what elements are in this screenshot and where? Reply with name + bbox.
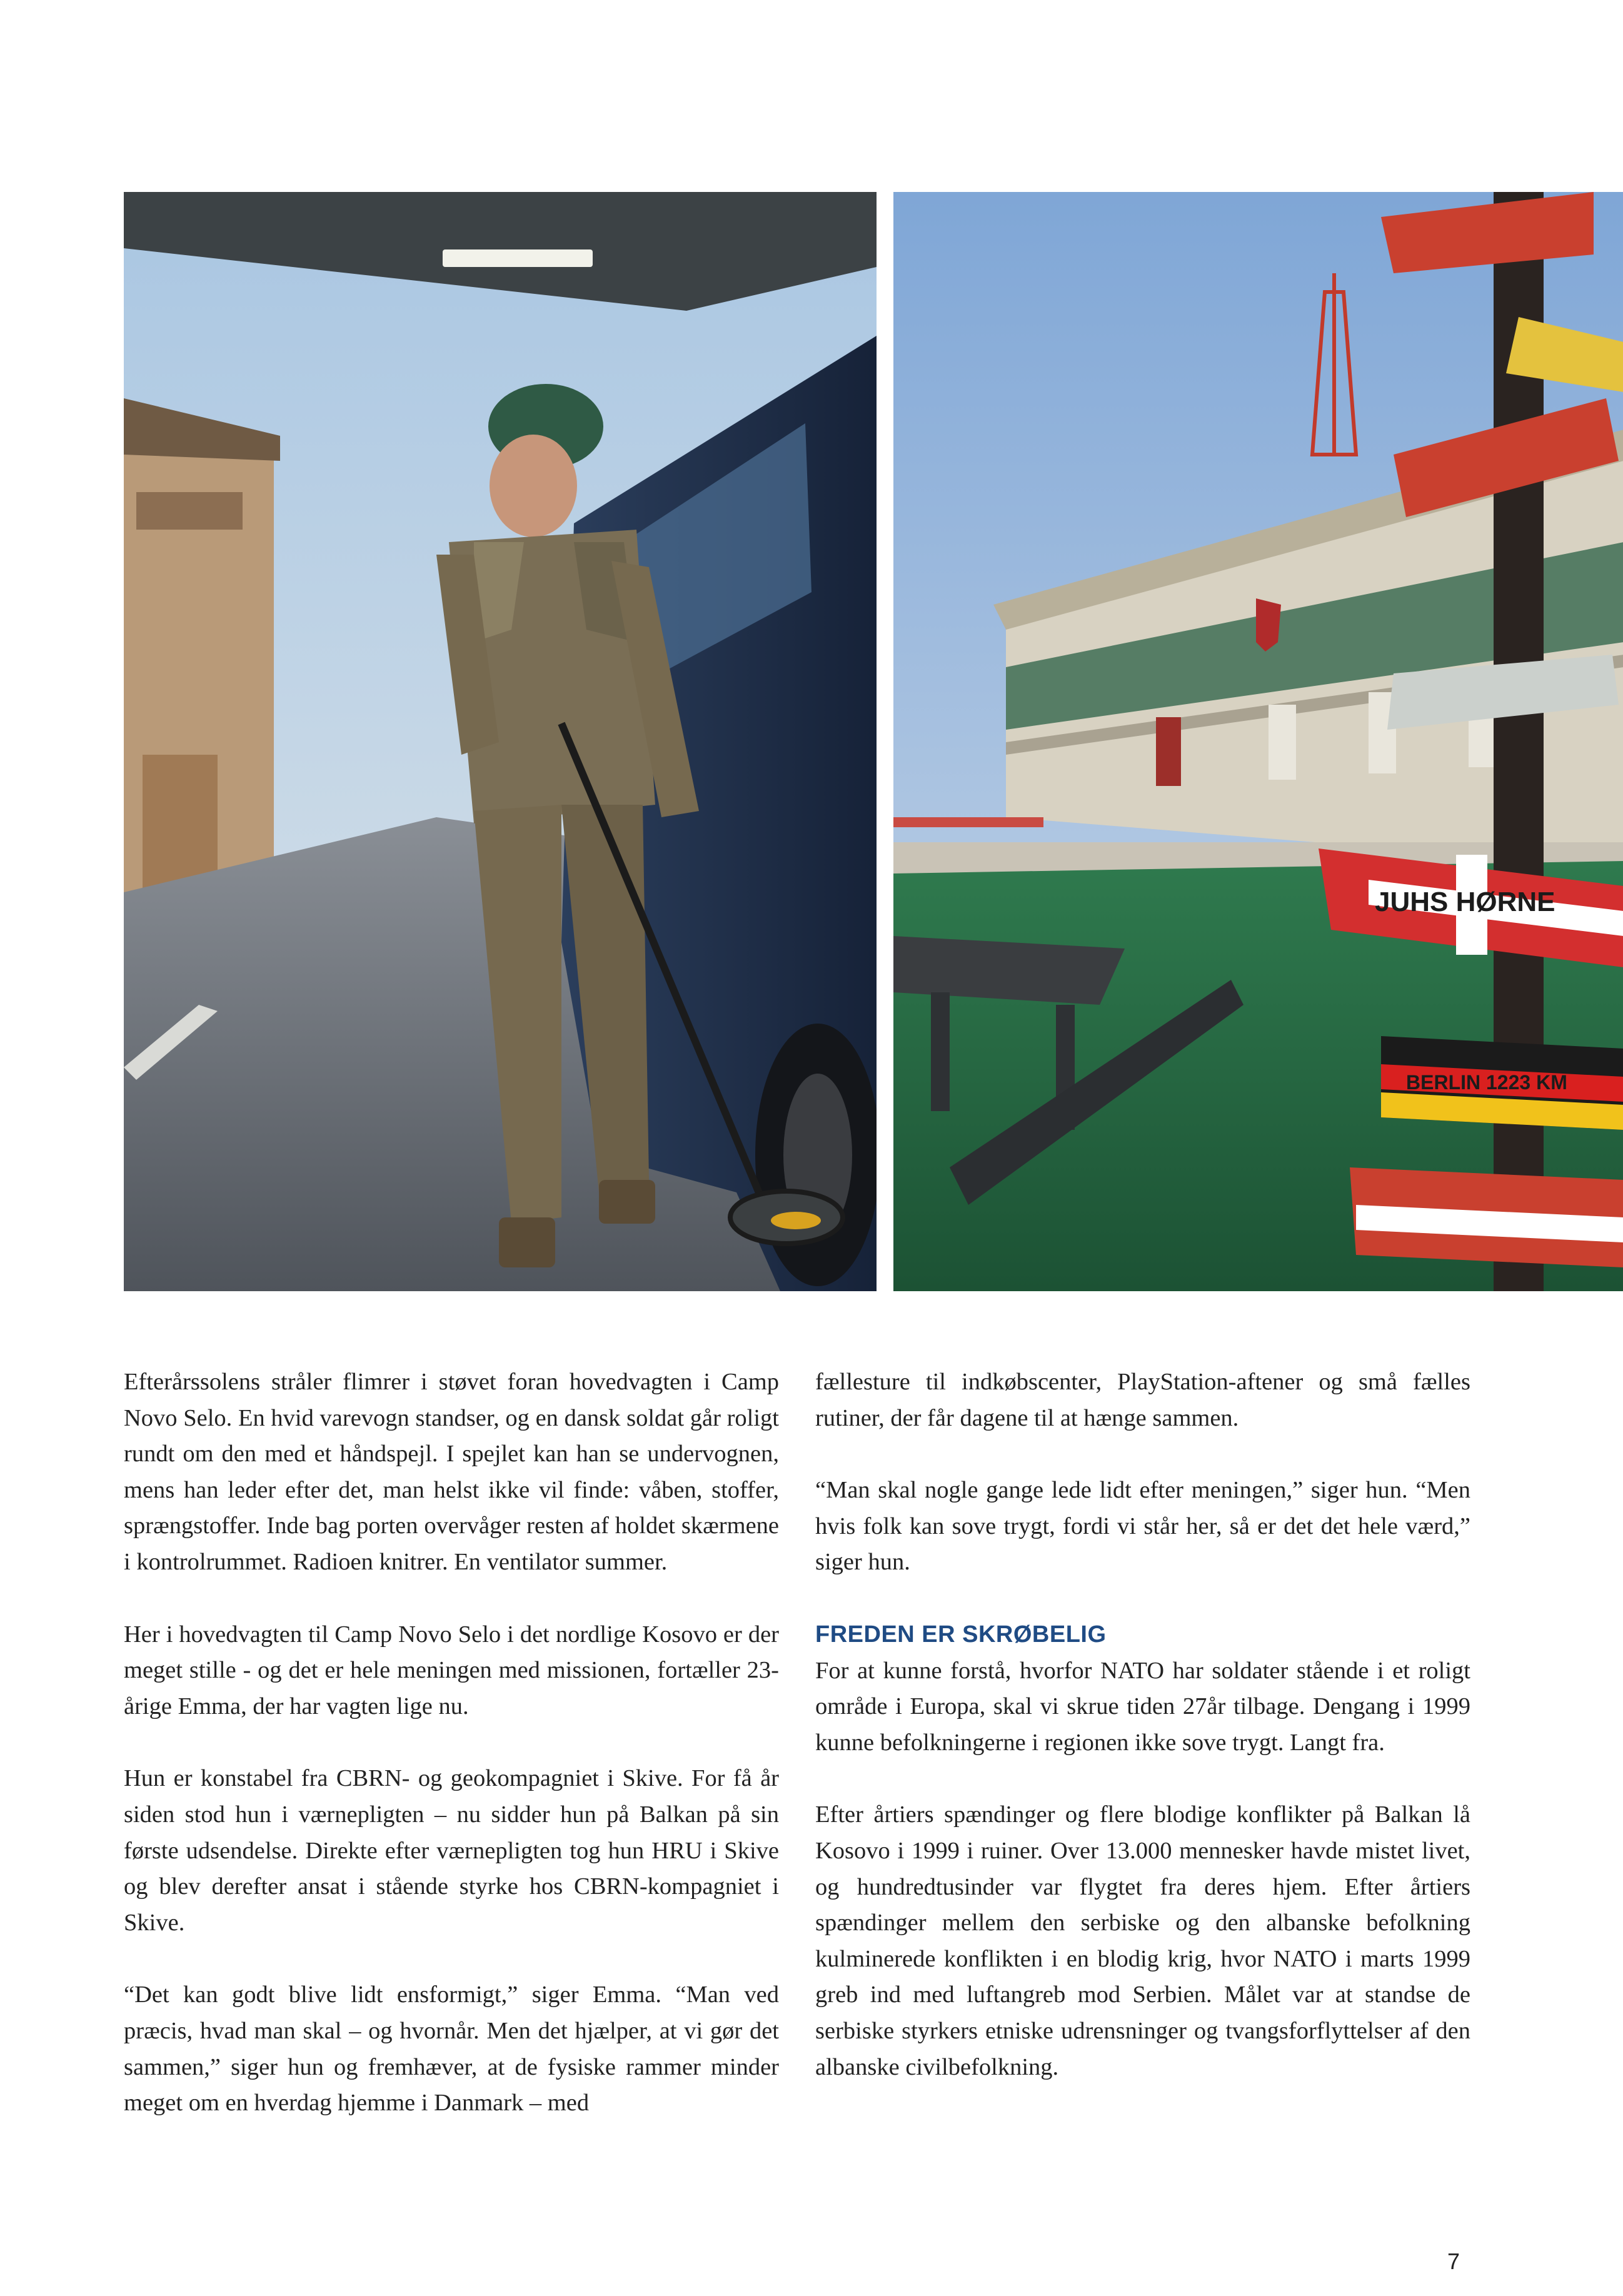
- paragraph: “Det kan godt blive lidt ensformigt,” siger Emma. “Man ved præcis, hvad man skal – og hvornår. Men det hjælper, at vi gør det sammen,” siger hun og fremhæver, at de fysiske rammer minder meget om en hverdag hjemme i Danmark – med: [124, 1981, 779, 2117]
- camp-barracks-illustration: [893, 192, 1623, 1291]
- paragraph: For at kunne forstå, hvorfor NATO har soldater stående i et roligt område i Europa, skal vi skrue tiden 27år tilbage. Dengang i 1999 kunne befolkningerne i regionen ikke sove trygt. Langt fra.: [815, 1657, 1470, 1756]
- paragraph: Her i hovedvagten til Camp Novo Selo i det nordlige Kosovo er der meget stille - og det er hele meningen med missionen, fortæller 23-årige Emma, der har vagten lige nu.: [124, 1621, 779, 1719]
- paragraph: Efter årtiers spændinger og flere blodige konflikter på Balkan lå Kosovo i 1999 i ruiner. Over 13.000 mennesker havde mistet livet, og hundredtusinder var flygtet fra deres hjem. Efter årtiers spændinger mellem den serbiske og den albanske befolkning kulminerede konflikten i en blodig krig, hvor NATO i marts 1999 greb ind med luftangreb mod Serbien. Målet var at standse de serbiske styrkers etniske udrensninger og tvangsforflyttelser af den albanske civilbefolkning.: [815, 1801, 1470, 2080]
- sign-label-1: JUHS HØRNE: [1375, 887, 1555, 917]
- page-number: 7: [1447, 2248, 1460, 2274]
- paragraph: Efterårssolens stråler flimrer i støvet foran hovedvagten i Camp Novo Selo. En hvid varevogn standser, og en dansk soldat går roligt rundt om den med et håndspejl. I spejlet kan han se undervognen, mens han leder efter det, man helst ikke vil finde: våben, stoffer, sprængstoffer. Inde bag porten overvåger resten af holdet skærmene i kontrolrummet. Radioen knitrer. En ventilator summer.: [124, 1369, 779, 1575]
- section-heading: FREDEN ER SKRØBELIG: [815, 1621, 1107, 1648]
- paragraph: fællesture til indkøbscenter, PlayStation-aftener og små fælles rutiner, der får dagene til at hænge sammen.: [815, 1369, 1470, 1431]
- article-column-left: [124, 1364, 779, 2158]
- sign-label-2: BERLIN 1223 KM: [1406, 1071, 1567, 1094]
- soldier-vehicle-inspection-photo: [124, 192, 877, 1291]
- article-column-right: [815, 1364, 1470, 2122]
- soldier-vehicle-inspection-illustration: [124, 192, 877, 1291]
- paragraph: Hun er konstabel fra CBRN- og geokompagniet i Skive. For få år siden stod hun i værnepligten – nu sidder hun på Balkan på sin første udsendelse. Direkte efter værnepligten tog hun HRU i Skive og blev derefter ansat i stående styrke hos CBRN-kompagniet i Skive.: [124, 1765, 779, 1936]
- paragraph: “Man skal nogle gange lede lidt efter meningen,” siger hun. “Men hvis folk kan sove trygt, fordi vi står her, så er det det hele værd,” siger hun.: [815, 1477, 1470, 1576]
- camp-barracks-signpost-photo: [893, 192, 1623, 1291]
